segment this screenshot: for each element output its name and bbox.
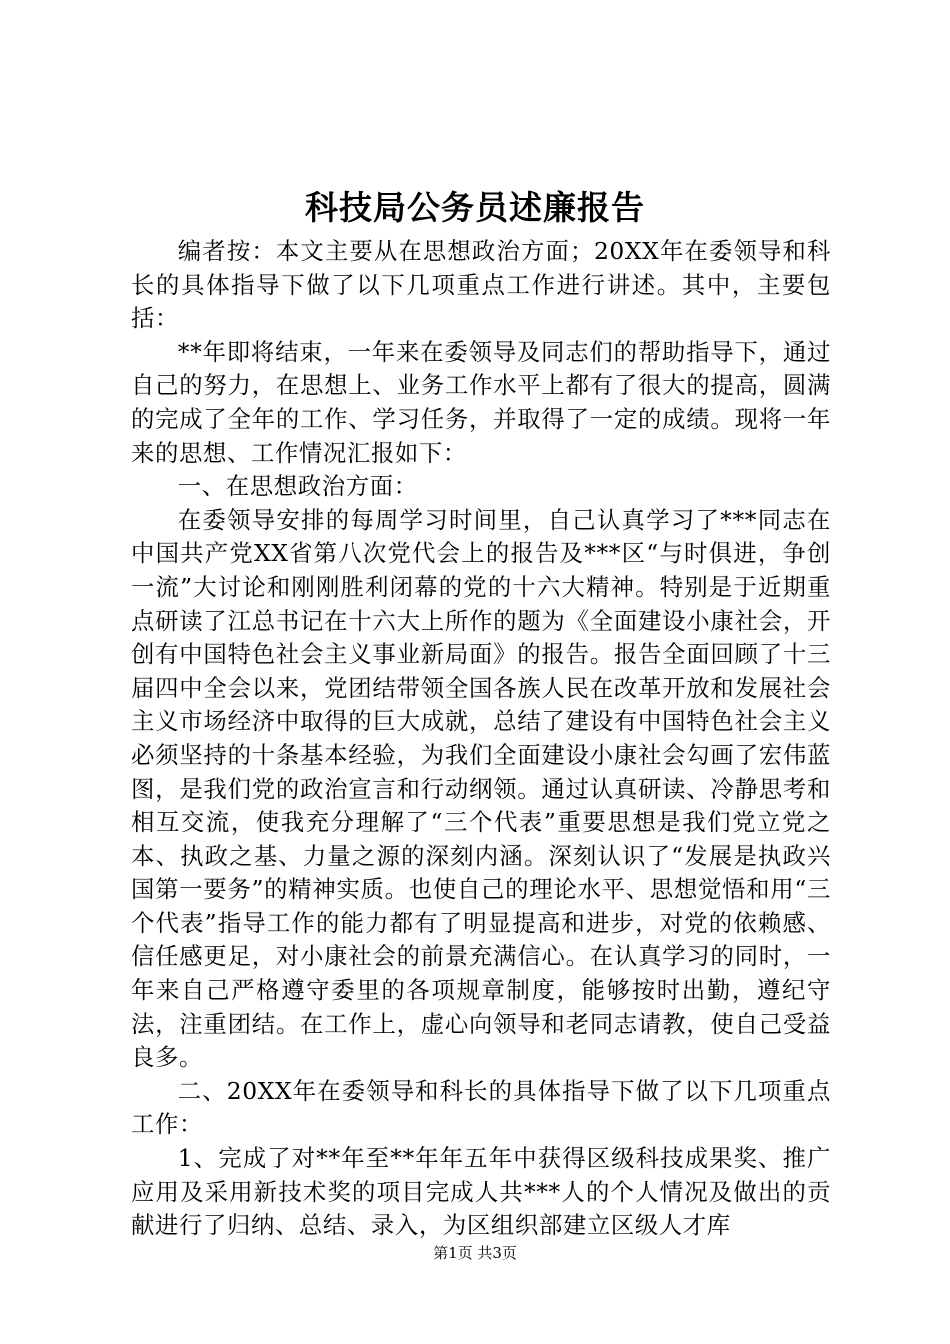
document-title: 科技局公务员述廉报告 [305, 188, 645, 227]
section-heading-1: 一、在思想政治方面： [177, 472, 418, 501]
document-body [131, 235, 831, 1243]
page-footer: 第1页 共3页 [433, 1244, 517, 1262]
editor-note-paragraph: 编者按：本文主要从在思想政治方面；20XX年在委领导和科长的具体指导下做了以下几项重点工作进行讲述。其中，主要包括： [131, 237, 831, 333]
intro-paragraph: **年即将结束，一年来在委领导及同志们的帮助指导下，通过自己的努力，在思想上、业务工作水平上都有了很大的提高，圆满的完成了全年的工作、学习任务，并取得了一定的成绩。现将一年来的思想、工作情况汇报如下： [131, 337, 831, 467]
political-study-paragraph: 在委领导安排的每周学习时间里，自己认真学习了***同志在中国共产党XX省第八次党代会上的报告及***区“与时俱进，争创一流”大讨论和刚刚胜利闭幕的党的十六大精神。特别是于近期重点研读了江总书记在十六大上所作的题为《全面建设小康社会，开创有中国特色社会主义事业新局面》的报告。报告全面回顾了十三届四中全会以来，党团结带领全国各族人民在改革开放和发展社会主义市场经济中取得的巨大成就，总结了建设有中国特色社会主义必须坚持的十条基本经验，为我们全面建设小康社会勾画了宏伟蓝图，是我们党的政治宣言和行动纲领。通过认真研读、冷静思考和相互交流，使我充分理解了“三个代表”重要思想是我们党立党之本、执政之基、力量之源的深刻内涵。深刻认识了“发展是执政兴国第一要务”的精神实质。也使自己的理论水平、思想觉悟和用“三个代表”指导工作的能力都有了明显提高和进步，对党的依赖感、信任感更足，对小康社会的前景充满信心。在认真学习的同时，一年来自己严格遵守委里的各项规章制度，能够按时出勤，遵纪守法，注重团结。在工作上，虚心向领导和老同志请教，使自己受益良多。 [131, 505, 831, 1072]
work-item-1-paragraph: 1、完成了对**年至**年年五年中获得区级科技成果奖、推广应用及采用新技术奖的项目完成人共***人的个人情况及做出的贡献进行了归纳、总结、录入，为区组织部建立区级人才库 [131, 1144, 831, 1240]
section-heading-2: 二、20XX年在委领导和科长的具体指导下做了以下几项重点工作： [131, 1076, 831, 1139]
